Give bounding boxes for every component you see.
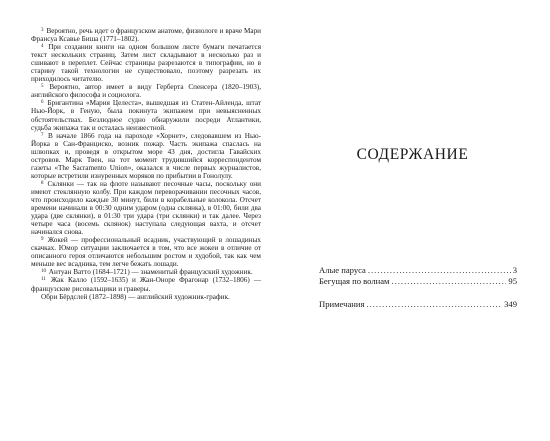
endnote-text: Антуан Ватто (1684–1721) — знаменитый французский художник. [48, 268, 253, 277]
endnote-number: 11 [41, 277, 46, 283]
endnote [31, 293, 261, 301]
endnote [31, 268, 261, 276]
toc-entry[interactable] [319, 276, 517, 287]
endnote [31, 83, 261, 99]
endnote [31, 27, 261, 43]
toc-leader-dots [391, 276, 506, 287]
toc-entry-page: 95 [508, 275, 517, 286]
endnote-number: 10 [41, 269, 46, 275]
contents-page [275, 0, 550, 441]
toc-leader-dots [368, 265, 511, 276]
endnote [31, 276, 261, 292]
endnote-text: Вероятно, речь идет о французском анатоме, физиологе и враче Мари Франсуа Ксавье Биша (1771–1802). [31, 27, 262, 44]
toc-entry-page: 3 [512, 265, 517, 275]
toc-entry-title: Бегущая по волнам [319, 275, 390, 286]
toc-entry[interactable] [319, 265, 517, 276]
endnote-number: 6 [41, 100, 44, 106]
table-of-contents [319, 265, 517, 310]
endnote [31, 132, 261, 180]
endnote-number: 9 [41, 237, 44, 243]
toc-entry[interactable] [319, 299, 517, 310]
endnote [31, 99, 261, 131]
toc-leader-dots [366, 299, 502, 310]
toc-title: СОДЕРЖАНИЕ [356, 146, 469, 163]
endnote [31, 236, 261, 268]
endnote [31, 180, 261, 236]
toc-entry-title: Алые паруса [319, 265, 366, 275]
endnotes [31, 27, 261, 301]
endnote-text: Жак Калло (1592–1635) и Жан-Оноре Фрагонар (1732–1806) — французские рисовальщики и граверы. [31, 276, 262, 293]
toc-entry-title: Примечания [319, 299, 365, 309]
endnote-text: Обри Бёрдслей (1872–1898) — английский художник-график. [41, 292, 230, 301]
endnote-text: При создании книги на одном большом листе бумаги печатается текст нескольких страниц. Затем лист складывают в несколько раз и сшивают в переплет. Сейчас страницы разрезаются в типографии, но в старину такой технологии не существовало, поэтому разрезать их приходилось читателю. [31, 43, 261, 84]
endnote-text: Жокей — профессиональный всадник, участвующий в лошадиных скачках. Юмор ситуации заключается в том, что все жокеи в отличие от описанного героя отличаются небольшим ростом и худобой, так как чем меньше вес всадника, тем легче бежать лошади. [31, 236, 262, 269]
endnote-number: 5 [41, 84, 44, 90]
endnote-text: В начале 1866 года на пароходе «Хорнет», следовавшем из Нью-Йорка в Сан-Франциско, возник пожар. Часть экипажа спаслась на шлюпках и, проведя в открытом море 43 дня, достигла Гавайских островов. Марк Твен, на тот момент трудившийся корреспондентом газеты «The Sacramento Union», оказался в числе первых журналистов, которые встретили изнуренных моряков по прибытии в Гонолулу. [31, 131, 262, 180]
endnote [31, 43, 261, 83]
endnote-text: Склянки — так на флоте называют песочные часы, поскольку они имеют стеклянную колбу. При каждом переворачивании песочных часов, что происходило каждые 30 минут, били в корабельные колокола. Отсчет времени начинали в 00:30 одним ударом (одна склянка), в 01:00, били два удара (две склянки), в 01:30 три удара (три склянки) и так далее. Через четыре часа (восемь склянок) наступала следующая вахта, и отсчет начинался снова. [31, 179, 261, 237]
endnote-number: 3 [41, 28, 44, 33]
endnote-text: Вероятно, автор имеет в виду Герберта Спенсера (1820–1903), английского философа и социолога. [31, 83, 262, 100]
endnote-number: 7 [41, 132, 44, 138]
endnote-number: 4 [41, 44, 44, 50]
endnote-number: 8 [41, 180, 44, 186]
toc-entry-page: 349 [504, 299, 517, 309]
endnote-text: Бригантина «Мария Целеста», вышедшая из Статен-Айленда, штат Нью-Йорк, в Геную, была покинута экипажем при невыясненных обстоятельствах. Безлюдное судно обнаружили посреди Атлантики, судьба экипажа так и осталась неизвестной. [31, 99, 262, 132]
